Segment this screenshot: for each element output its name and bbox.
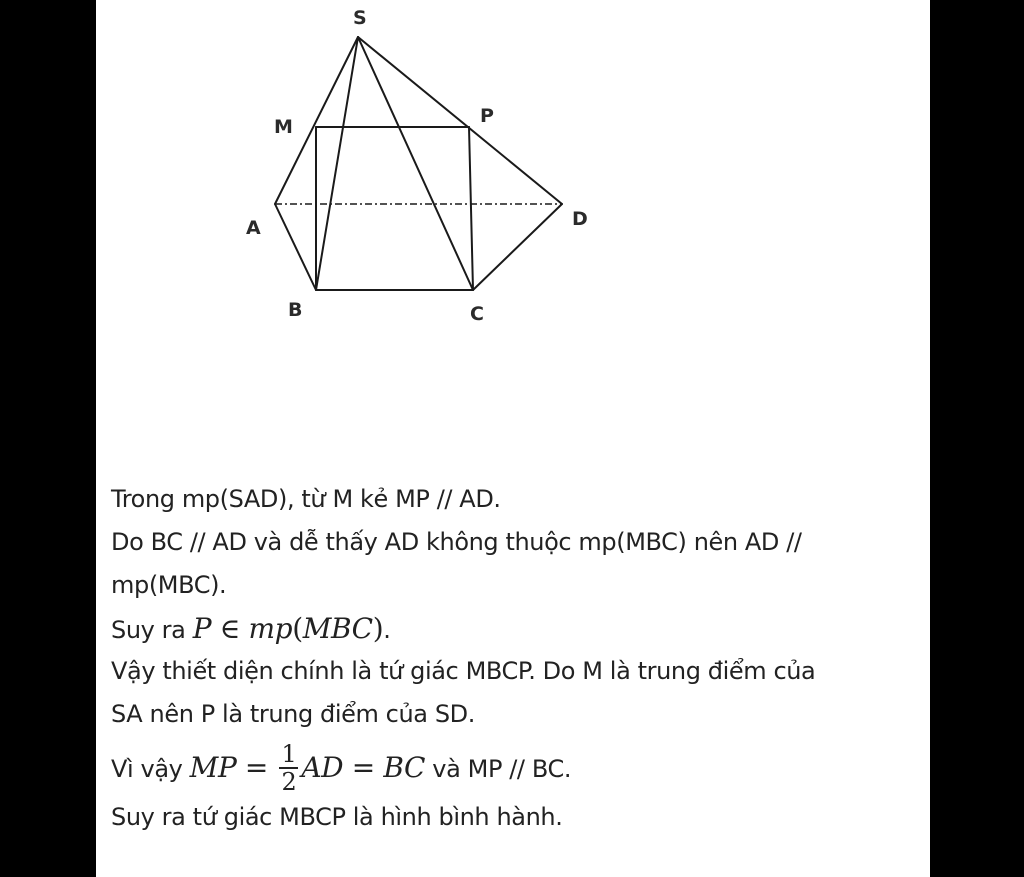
edge-SC <box>358 37 473 290</box>
math-mp-equals-half-ad: MP = $\frac{1}{2}$ AD = BC <box>189 739 426 796</box>
label-A: A <box>246 217 261 239</box>
label-M: M <box>274 116 293 138</box>
solution-text <box>111 478 921 839</box>
solution-line-3: mp(MBC). <box>111 571 227 599</box>
solution-line-1: Trong mp(SAD), từ M kẻ MP // AD. <box>111 485 501 513</box>
solution-line-2: Do BC // AD và dễ thấy AD không thuộc mp(MBC) nên AD // <box>111 528 802 556</box>
right-margin <box>930 0 1024 877</box>
line4-prefix: Suy ra <box>111 616 193 644</box>
label-P: P <box>480 105 494 127</box>
solution-line-5a: Vậy thiết diện chính là tứ giác MBCP. Do M là trung điểm của <box>111 657 816 685</box>
edge-SB <box>316 37 358 290</box>
edge-PC <box>469 127 473 290</box>
label-C: C <box>470 303 484 325</box>
line6-suffix: và MP // BC. <box>425 755 572 783</box>
solution-line-5b: SA nên P là trung điểm của SD. <box>111 700 475 728</box>
line6-prefix: Vì vậy <box>111 755 190 783</box>
content-card <box>96 0 930 877</box>
solution-line-7: Suy ra tứ giác MBCP là hình bình hành. <box>111 803 563 831</box>
solution-line-6 <box>111 739 921 796</box>
edge-SD <box>358 37 562 204</box>
math-p-in-mp-mbc: P ∈ mp(MBC) <box>192 612 384 645</box>
label-S: S <box>353 7 367 29</box>
edge-CD <box>473 204 562 290</box>
solution-line-4 <box>111 607 921 650</box>
label-D: D <box>572 208 588 230</box>
label-B: B <box>288 299 303 321</box>
fraction-one-half: $\frac{1}{2}$ <box>281 739 297 796</box>
edge-AB <box>275 204 316 290</box>
line4-suffix: . <box>383 616 391 644</box>
pyramid-figure <box>96 0 930 340</box>
